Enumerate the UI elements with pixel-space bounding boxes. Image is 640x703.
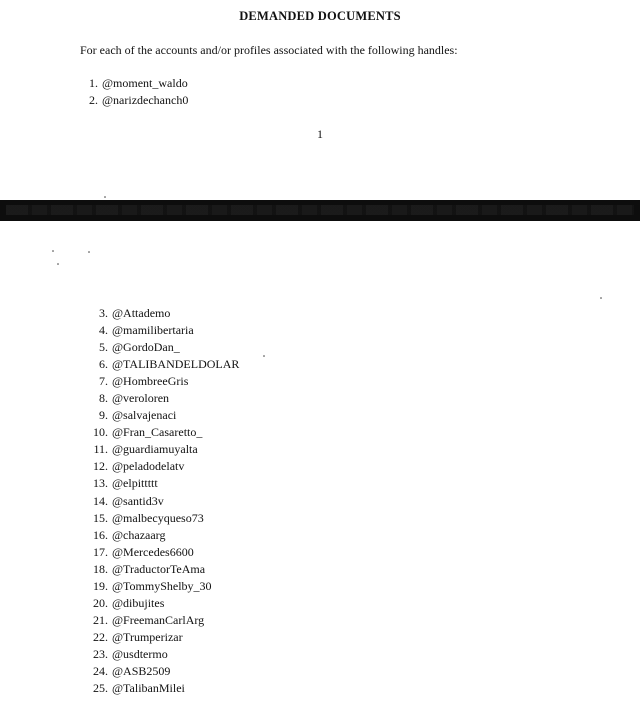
list-item xyxy=(78,92,188,109)
scan-speck xyxy=(52,250,54,252)
list-item-number: 1. xyxy=(89,76,98,90)
handle-text: @mamilibertaria xyxy=(112,323,194,338)
list-item xyxy=(78,612,239,629)
document-title: DEMANDED DOCUMENTS xyxy=(239,9,401,23)
handle-text: @Mercedes6600 xyxy=(112,544,194,559)
list-item-number: 5. xyxy=(99,340,108,355)
list-item-number: 11. xyxy=(93,442,108,457)
handle-text: @malbecyqueso73 xyxy=(112,510,204,525)
list-item xyxy=(78,680,239,697)
list-item-number: 6. xyxy=(99,357,108,372)
handle-text: @peladodelatv xyxy=(112,459,185,474)
list-item-number: 25. xyxy=(93,681,108,696)
list-item xyxy=(78,561,239,578)
list-item xyxy=(78,595,239,612)
page-number: 1 xyxy=(317,127,323,141)
list-item-number: 24. xyxy=(93,663,108,678)
handle-list-page2 xyxy=(78,305,239,697)
handle-text: @santid3v xyxy=(112,493,164,508)
intro-text: For each of the accounts and/or profiles associated with the following handles: xyxy=(80,43,458,57)
list-item xyxy=(78,629,239,646)
list-item-number: 16. xyxy=(93,527,108,542)
list-item-number: 14. xyxy=(93,493,108,508)
scan-speck xyxy=(88,251,90,253)
list-item xyxy=(78,322,239,339)
list-item-number: 21. xyxy=(93,612,108,627)
handle-text: @elpittttt xyxy=(112,476,158,491)
handle-list-page1 xyxy=(78,75,188,108)
handle-text: @moment_waldo xyxy=(102,76,188,90)
list-item xyxy=(78,510,239,527)
list-item-number: 20. xyxy=(93,595,108,610)
handle-text: @FreemanCarlArg xyxy=(112,612,205,627)
list-item-number: 2. xyxy=(89,92,98,107)
handle-text: @TalibanMilei xyxy=(112,681,185,696)
list-item xyxy=(78,663,239,680)
list-item xyxy=(78,646,239,663)
scan-speck xyxy=(57,263,59,265)
handle-text: @guardiamuyalta xyxy=(112,442,198,457)
list-item xyxy=(78,475,239,492)
list-item xyxy=(78,305,239,322)
list-item-number: 4. xyxy=(99,323,108,338)
list-item-number: 12. xyxy=(93,459,108,474)
list-item-number: 18. xyxy=(93,561,108,576)
handle-text: @veroloren xyxy=(112,391,170,406)
handle-text: @Attademo xyxy=(112,306,171,320)
list-item xyxy=(78,407,239,424)
handle-text: @Trumperizar xyxy=(112,629,183,644)
handle-text: @narizdechanch0 xyxy=(102,92,189,107)
handle-text: @usdtermo xyxy=(112,646,168,661)
list-item-number: 8. xyxy=(99,391,108,406)
list-item xyxy=(78,75,188,92)
list-item xyxy=(78,441,239,458)
handle-text: @salvajenaci xyxy=(112,408,177,423)
list-item-number: 17. xyxy=(93,544,108,559)
handle-text: @Fran_Casaretto_ xyxy=(112,425,203,440)
list-item xyxy=(78,578,239,595)
list-item-number: 19. xyxy=(93,578,108,593)
list-item xyxy=(78,356,239,373)
list-item xyxy=(78,339,239,356)
list-item xyxy=(78,424,239,441)
handle-text: @chazaarg xyxy=(112,527,166,542)
handle-text: @GordoDan_ xyxy=(112,340,180,355)
list-item-number: 13. xyxy=(93,476,108,491)
list-item xyxy=(78,544,239,561)
list-item xyxy=(78,390,239,407)
list-item-number: 7. xyxy=(99,374,108,389)
handle-text: @TommyShelby_30 xyxy=(112,578,212,593)
list-item-number: 3. xyxy=(99,306,108,320)
redacted-text-ghost xyxy=(6,205,634,215)
handle-text: @ASB2509 xyxy=(112,663,171,678)
list-item-number: 23. xyxy=(93,646,108,661)
list-item-number: 10. xyxy=(93,425,108,440)
list-item xyxy=(78,493,239,510)
handle-text: @HombreeGris xyxy=(112,374,189,389)
list-item xyxy=(78,373,239,390)
list-item-number: 15. xyxy=(93,510,108,525)
scan-speck xyxy=(104,196,106,198)
handle-text: @TALIBANDELDOLAR xyxy=(112,357,240,372)
redaction-bar xyxy=(0,200,640,221)
list-item-number: 22. xyxy=(93,629,108,644)
scan-speck xyxy=(600,297,602,299)
handle-text: @TraductorTeAma xyxy=(112,561,206,576)
list-item xyxy=(78,527,239,544)
scan-speck xyxy=(263,355,265,357)
list-item xyxy=(78,458,239,475)
handle-text: @dibujites xyxy=(112,595,165,610)
list-item-number: 9. xyxy=(99,408,108,423)
